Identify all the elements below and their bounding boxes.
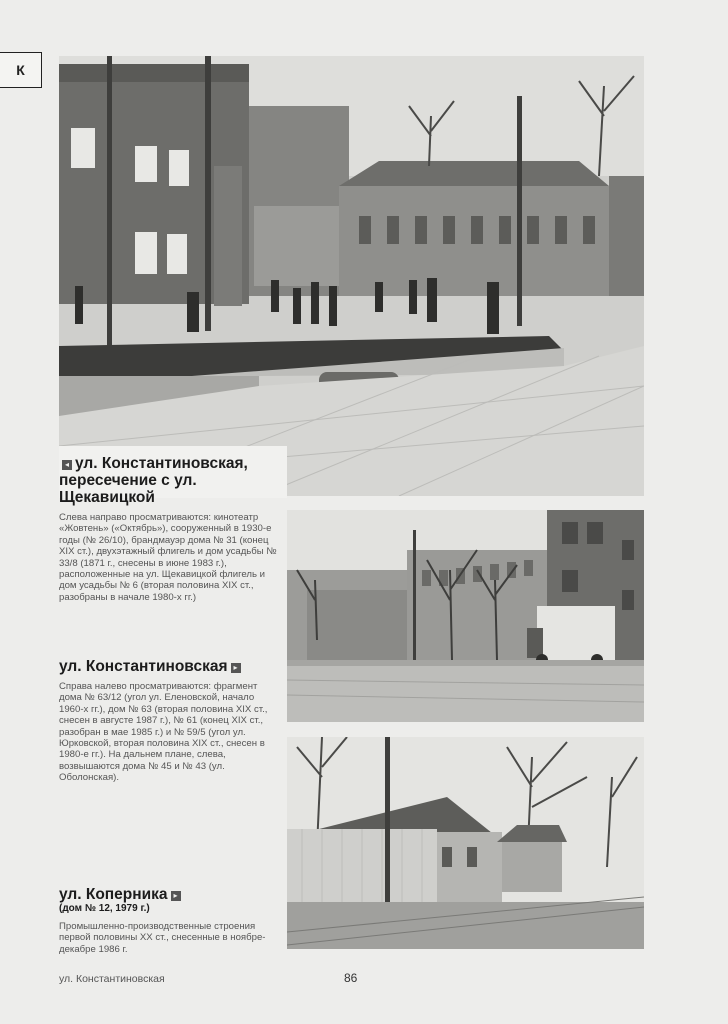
caption-description: Справа налево просматриваются: фрагмент дома № 63/12 (угол ул. Еленовской, начало 1960-х гг.), дом № 63 (вторая половина XIX ст., снесен в августе 1987 г.), № 61 (конец XIX ст., разобран в мае 1985 г.) и № 59/5 (угол ул. Юрковской, вторая половина XIX ст., снесен в 1980-е гг.). На дальнем плане, слева, возвышаются дома № 45 и № 43 (ул. Оболонская). — [59, 681, 268, 784]
page-number: 86 — [344, 971, 358, 985]
photo-konstantinovskaya-street — [287, 510, 644, 722]
caption-subtitle: (дом № 12, 1979 г.) — [59, 903, 150, 914]
section-letter-tab — [0, 52, 42, 88]
caption-kopernika — [59, 886, 279, 955]
arrow-right-icon: ▸ — [171, 891, 181, 901]
arrow-left-icon: ◂ — [62, 460, 72, 470]
arrow-right-icon: ▸ — [231, 663, 241, 673]
running-title: ул. Константиновская — [59, 973, 165, 985]
caption-konstantinovskaya — [59, 658, 279, 784]
caption-title: ◂ ул. Константиновская, пересечение с ул. Щекавицкой — [59, 455, 248, 506]
caption-title: ул. Константиновская ▸ — [59, 658, 279, 675]
caption-konstantinovskaya-shchekavitskaya — [59, 455, 279, 603]
caption-description: Промышленно-производственные строения первой половины XX ст., снесенные в ноябре-декабре 1986 г. — [59, 921, 266, 955]
caption-title: ул. Коперника ▸ — [59, 886, 279, 903]
caption-description: Слева направо просматриваются: кинотеатр «Жовтень» («Октябрь»), сооруженный в 1930-е годы (№ 26/10), брандмауэр дома № 31 (конец XIX ст.), двухэтажный флигель и дом усадьбы № 33/8 (1871 г., снесены в июне 1983 г.), расположенные на ул. Щекавицкой флигель и дом усадьбы № 6 (вторая половина XIX ст., разобраны в начале 1980-х гг.) — [59, 512, 277, 603]
section-letter: К — [16, 62, 25, 78]
photo-kopernika-street — [287, 737, 644, 949]
photo-konstantinovskaya-shchekavitskaya — [59, 56, 644, 496]
